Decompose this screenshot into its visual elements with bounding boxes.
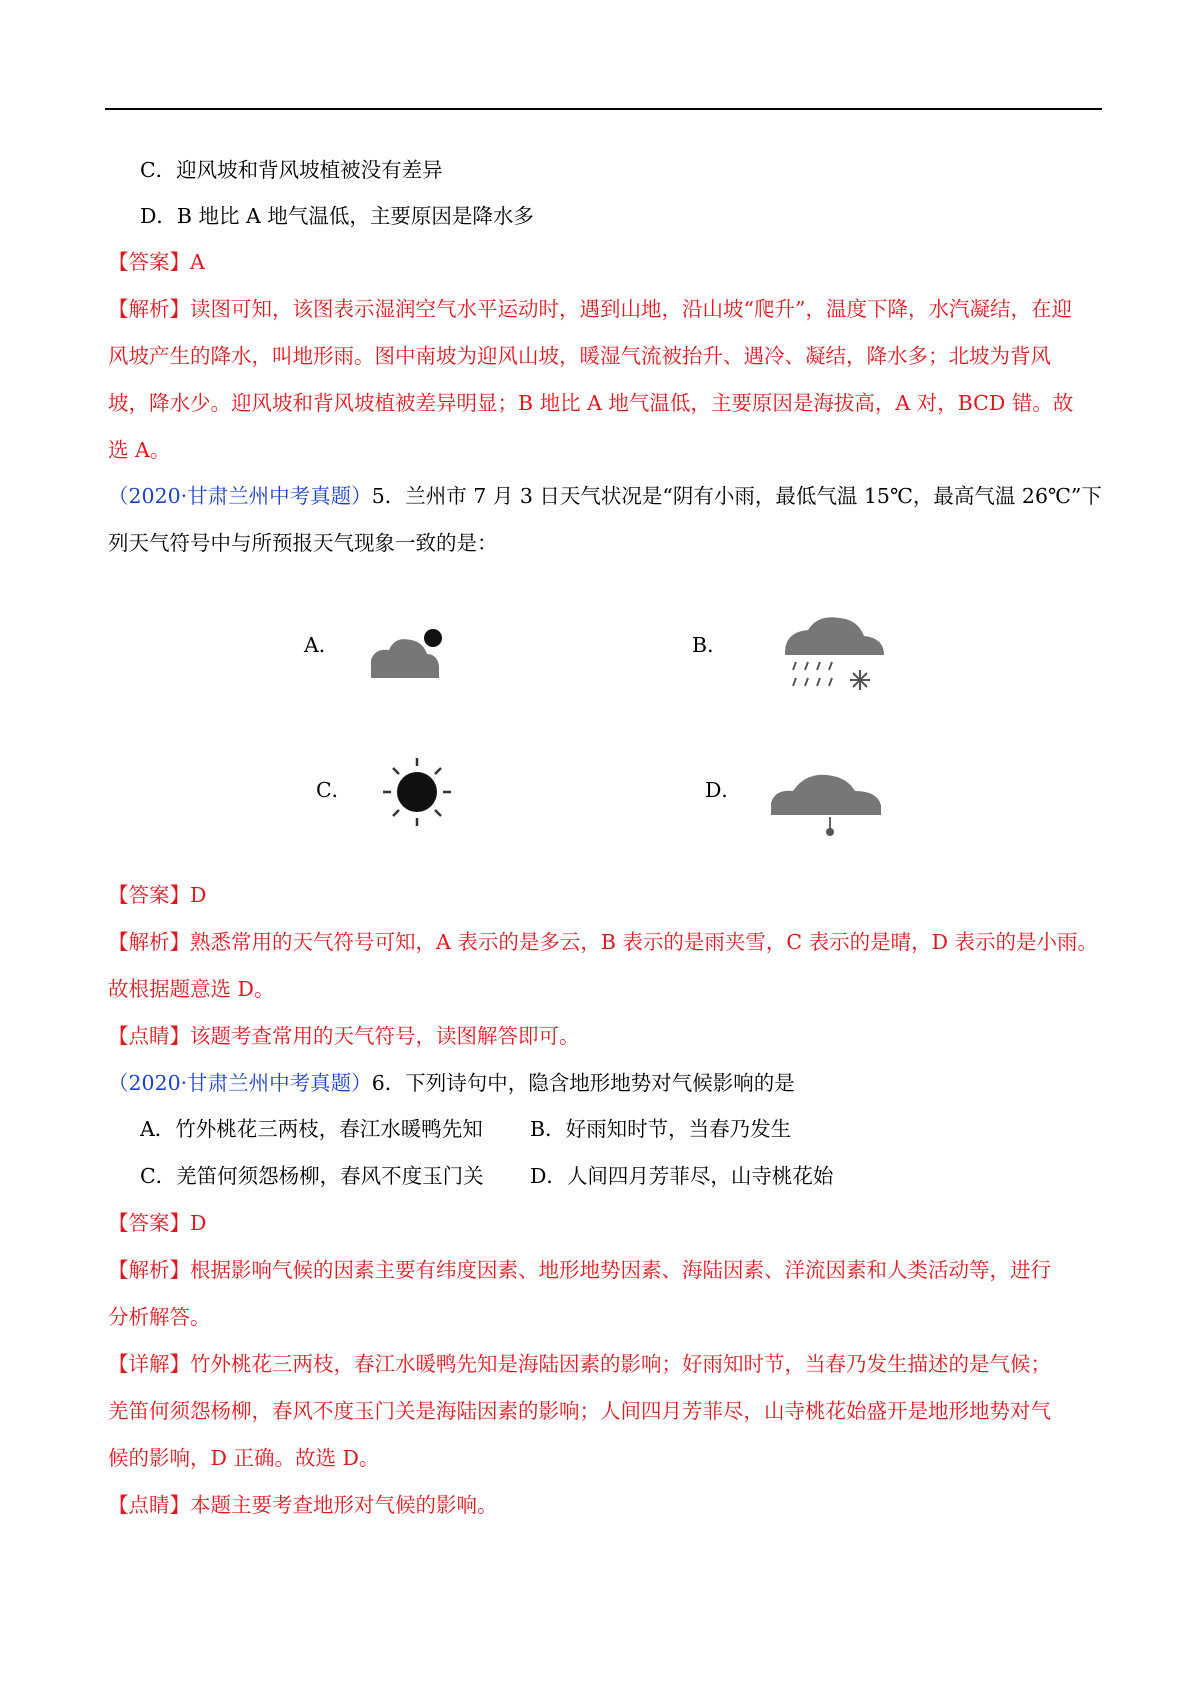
- q6-source: （2020·甘肃兰州中考真题）: [108, 1071, 372, 1095]
- q6-analysis-line: 分析解答。: [108, 1305, 211, 1329]
- q6-option-d: D．人间四月芳菲尽，山寺桃花始: [530, 1164, 834, 1188]
- q6-answer: 【答案】D: [108, 1211, 207, 1235]
- q6-detail-line: 【详解】竹外桃花三两枝，春江水暖鸭先知是海陆因素的影响；好雨知时节，当春乃发生描述的是气候；: [108, 1352, 1051, 1376]
- q6-tip: 【点睛】本题主要考查地形对气候的影响。: [108, 1493, 498, 1517]
- q6-stem: 6．下列诗句中，隐含地形地势对气候影响的是: [371, 1071, 795, 1095]
- q5-option-c-label: C．: [316, 778, 353, 802]
- q5-answer: 【答案】D: [108, 883, 207, 907]
- q4-analysis-line: 选 A。: [108, 438, 171, 462]
- rain-snow-icon: [780, 610, 890, 700]
- q6-option-a: A．竹外桃花三两枝，春江水暖鸭先知: [140, 1117, 483, 1141]
- q4-option-d: D．B 地比 A 地气温低，主要原因是降水多: [140, 204, 534, 228]
- q6-detail-line: 候的影响，D 正确。故选 D。: [108, 1446, 380, 1470]
- q6-option-c: C．羌笛何须怨杨柳，春风不度玉门关: [140, 1164, 484, 1188]
- q5-stem-line: [108, 481, 1108, 511]
- partly-cloudy-icon: [365, 620, 465, 680]
- q5-source: （2020·甘肃兰州中考真题）: [108, 484, 372, 508]
- q4-analysis-line: 【解析】读图可知，该图表示湿润空气水平运动时，遇到山地，沿山坡“爬升”，温度下降，水汽凝结，在迎: [108, 297, 1072, 321]
- q6-analysis-line: 【解析】根据影响气候的因素主要有纬度因素、地形地势因素、海陆因素、洋流因素和人类活动等，进行: [108, 1258, 1051, 1282]
- q5-analysis-line: 故根据题意选 D。: [108, 977, 275, 1001]
- q4-option-c: C．迎风坡和背风坡植被没有差异: [140, 158, 443, 182]
- light-rain-icon: [765, 765, 895, 840]
- q4-analysis-line: 坡，降水少。迎风坡和背风坡植被差异明显；B 地比 A 地气温低，主要原因是海拔高，A 对，BCD 错。故: [108, 391, 1074, 415]
- q6-option-b: B．好雨知时节，当春乃发生: [530, 1117, 792, 1141]
- q5-option-b-label: B．: [692, 633, 728, 657]
- q5-stem-line-2: 列天气符号中与所预报天气现象一致的是：: [108, 531, 498, 555]
- q4-analysis-line: 风坡产生的降水，叫地形雨。图中南坡为迎风山坡，暖湿气流被抬升、遇冷、凝结，降水多；北坡为背风: [108, 344, 1051, 368]
- sunny-icon: [372, 740, 472, 840]
- header-rule: [105, 108, 1102, 110]
- q6-detail-line: 羌笛何须怨杨柳，春风不度玉门关是海陆因素的影响；人间四月芳菲尽，山寺桃花始盛开是地形地势对气: [108, 1399, 1051, 1423]
- q5-analysis-line: 【解析】熟悉常用的天气符号可知，A 表示的是多云，B 表示的是雨夹雪，C 表示的是晴，D 表示的是小雨。: [108, 930, 1099, 954]
- q5-option-d-label: D．: [705, 778, 742, 802]
- q5-option-a-label: A．: [304, 633, 340, 657]
- q5-stem: 5．兰州市 7 月 3 日天气状况是“阴有小雨，最低气温 15℃，最高气温 26℃”下: [371, 484, 1102, 508]
- q4-answer: 【答案】A: [108, 250, 205, 274]
- q5-tip: 【点睛】该题考查常用的天气符号，读图解答即可。: [108, 1024, 580, 1048]
- q6-stem-line: [108, 1068, 1108, 1098]
